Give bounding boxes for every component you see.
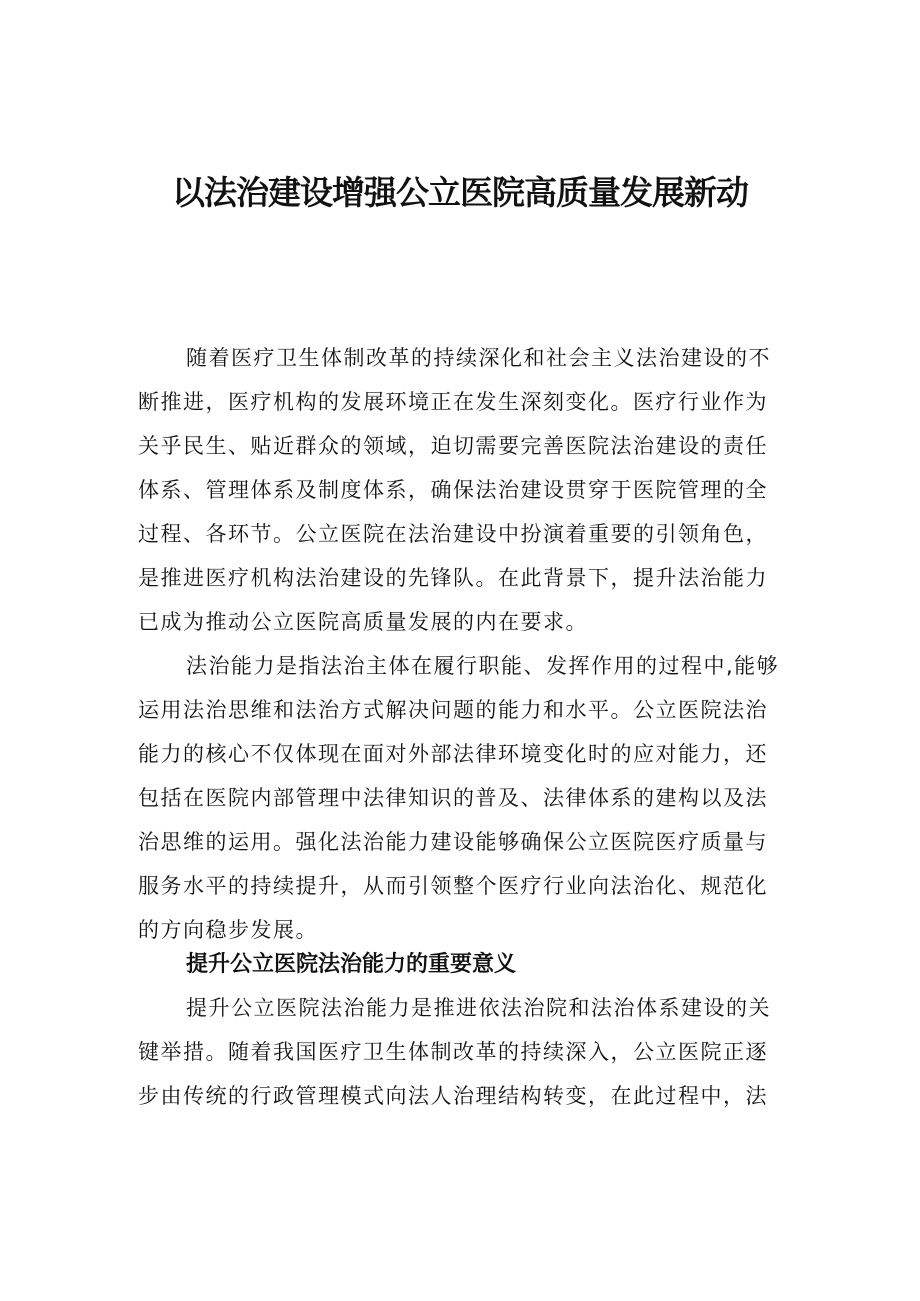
section-heading: 提升公立医院法治能力的重要意义 — [186, 952, 517, 977]
paragraph-1-line-1: 随着医疗卫生体制改革的持续深化和社会主义法治建设的不 — [186, 346, 771, 370]
paragraph-2-line-7: 的方向稳步发展。 — [138, 918, 318, 942]
paragraph-1-line-2: 断推进，医疗机构的发展环境正在发生深刻变化。医疗行业作为 — [138, 390, 768, 414]
paragraph-2-line-3: 能力的核心不仅体现在面对外部法律环境变化时的应对能力，还 — [138, 742, 768, 766]
paragraph-2-line-1: 法治能力是指法治主体在履行职能、发挥作用的过程中,能够 — [186, 654, 780, 678]
paragraph-3-line-1: 提升公立医院法治能力是推进依法治院和法治体系建设的关 — [186, 996, 771, 1020]
paragraph-2-line-4: 包括在医院内部管理中法律知识的普及、法律体系的建构以及法 — [138, 786, 768, 810]
paragraph-3-line-2: 键举措。随着我国医疗卫生体制改革的持续深入，公立医院正逐 — [138, 1040, 768, 1064]
paragraph-1-line-4: 体系、管理体系及制度体系，确保法治建设贯穿于医院管理的全 — [138, 478, 768, 502]
paragraph-1-line-3: 关乎民生、贴近群众的领域，迫切需要完善医院法治建设的责任 — [138, 434, 768, 458]
paragraph-2-line-5: 治思维的运用。强化法治能力建设能够确保公立医院医疗质量与 — [138, 830, 768, 854]
paragraph-2-line-2: 运用法治思维和法治方式解决问题的能力和水平。公立医院法治 — [138, 698, 768, 722]
paragraph-1-line-6: 是推进医疗机构法治建设的先锋队。在此背景下，提升法治能力 — [138, 566, 768, 590]
paragraph-3-line-3: 步由传统的行政管理模式向法人治理结构转变，在此过程中，法 — [138, 1084, 768, 1108]
document-title: 以法治建设增强公立医院高质量发展新动 — [172, 173, 748, 212]
paragraph-1-line-7: 已成为推动公立医院高质量发展的内在要求。 — [138, 610, 588, 634]
paragraph-2-line-6: 服务水平的持续提升，从而引领整个医疗行业向法治化、规范化 — [138, 874, 768, 898]
paragraph-1-line-5: 过程、各环节。公立医院在法治建设中扮演着重要的引领角色， — [138, 522, 768, 546]
